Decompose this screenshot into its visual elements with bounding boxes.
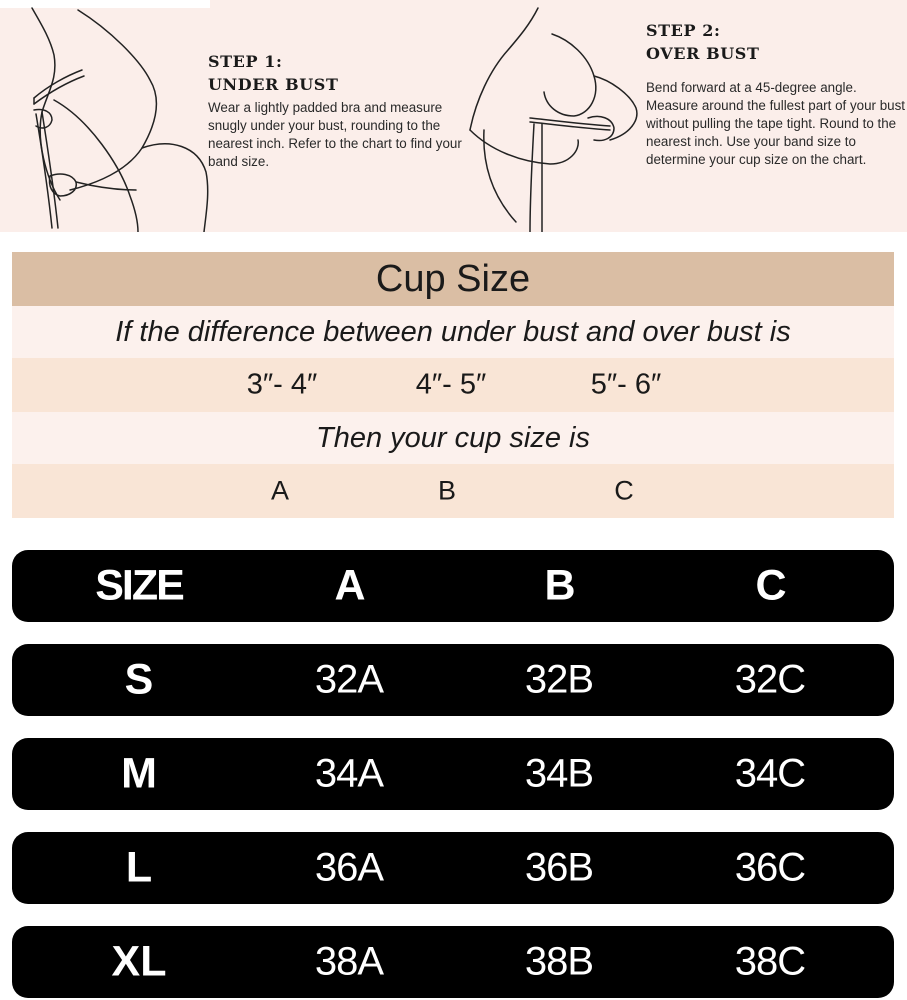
size-value: 38C (734, 939, 806, 984)
size-chart-header-row (12, 550, 894, 622)
range-row (12, 358, 894, 412)
header-cell: A (334, 561, 364, 610)
size-value: 32A (314, 657, 384, 702)
cup-size-title: Cup Size (375, 257, 531, 300)
size-row-xl (12, 926, 894, 998)
size-value: 38B (524, 939, 594, 984)
step-2-name: OVER BUST (646, 44, 760, 63)
step-1-title (208, 50, 338, 96)
size-value: 32B (524, 657, 594, 702)
size-value: 36A (314, 845, 384, 890)
range-cell: 4″- 5″ (415, 368, 487, 401)
then-row (12, 412, 894, 464)
size-chart (12, 550, 894, 1000)
step-2-title (646, 19, 759, 65)
header-cell: C (755, 561, 785, 610)
size-value: 32C (734, 657, 806, 702)
cup-letter-cell: A (270, 475, 290, 506)
then-text: Then your cup size is (315, 421, 590, 454)
size-label: L (125, 843, 153, 892)
cup-letter-row (12, 464, 894, 518)
range-cell: 5″- 6″ (590, 368, 662, 401)
size-value: 34C (734, 751, 806, 796)
difference-row (12, 306, 894, 358)
step-1-description: Wear a lightly padded bra and measure snugly under your bust, rounding to the nearest inch. Refer to the chart to find your band size. (208, 100, 462, 169)
size-value: 36B (524, 845, 594, 890)
header-cell: SIZE (95, 561, 183, 610)
size-label: S (124, 655, 154, 704)
size-value: 34B (524, 751, 594, 796)
header-cell: B (544, 561, 574, 610)
step-1-number: STEP 1: (208, 52, 283, 71)
cup-size-table (12, 252, 894, 518)
size-value: 38A (314, 939, 384, 984)
size-label: XL (111, 937, 167, 986)
step-2-number: STEP 2: (646, 21, 721, 40)
cup-letter-cell: B (437, 475, 457, 506)
size-row-m (12, 738, 894, 810)
size-value: 36C (734, 845, 806, 890)
size-label: M (121, 749, 157, 798)
cup-size-title-row (12, 252, 894, 306)
difference-text: If the difference between under bust and over bust is (115, 315, 791, 348)
range-cell: 3″- 4″ (246, 368, 318, 401)
under-bust-illustration (20, 0, 215, 232)
step-1-name: UNDER BUST (208, 75, 339, 94)
over-bust-illustration (460, 0, 645, 232)
cup-letter-cell: C (614, 475, 634, 506)
step-2-description: Bend forward at a 45-degree angle. Measure around the fullest part of your bust without pulling the tape tight. Round to the nearest inch. Use your band size to determine your cup size on the chart. (646, 80, 906, 167)
size-row-l (12, 832, 894, 904)
size-value: 34A (314, 751, 384, 796)
measuring-instructions-panel (0, 0, 907, 232)
size-row-s (12, 644, 894, 716)
